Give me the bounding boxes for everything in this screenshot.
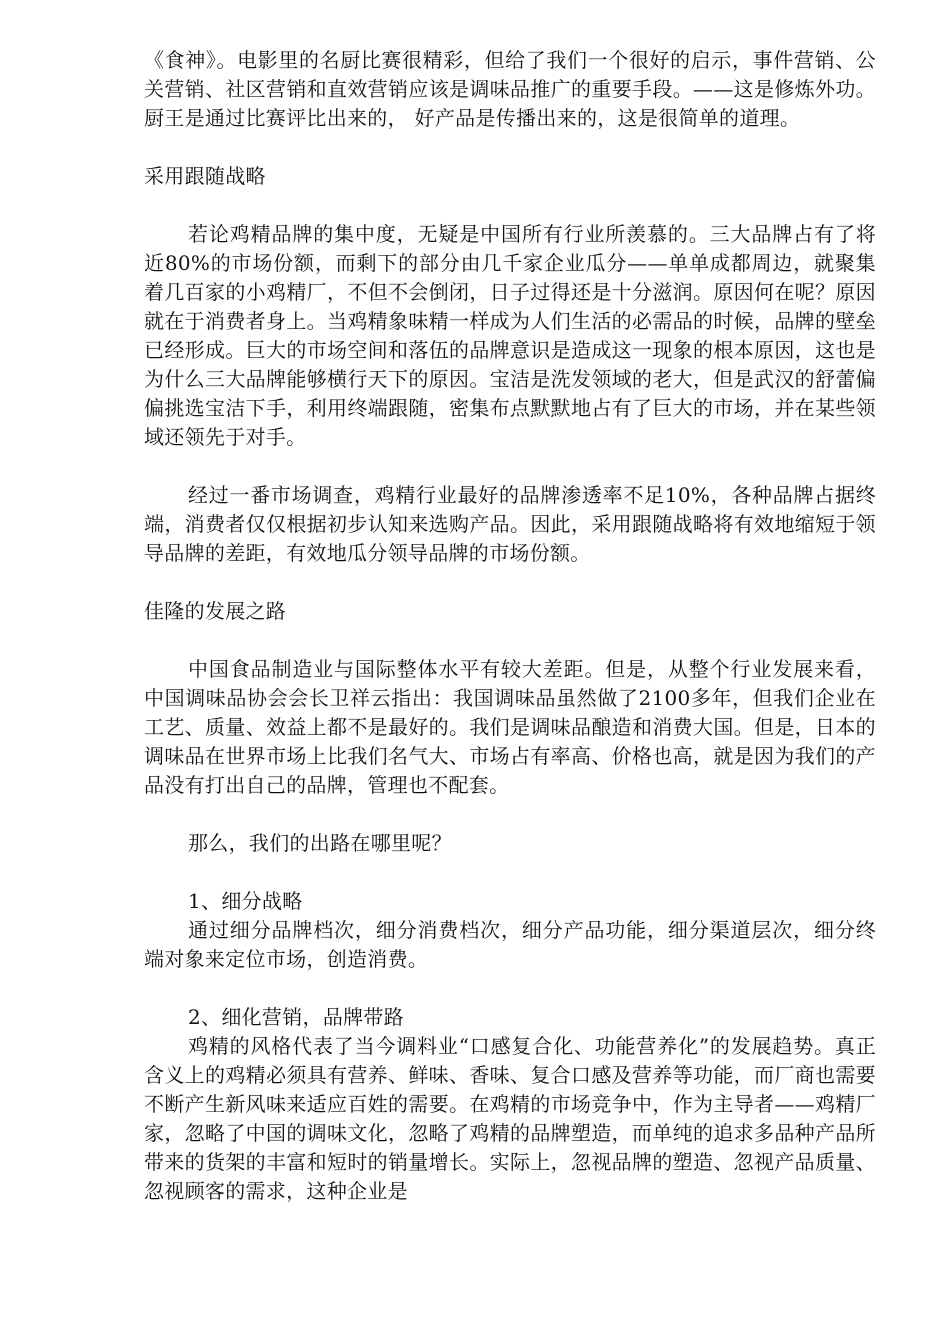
spacer xyxy=(144,974,876,1003)
spacer xyxy=(144,626,876,655)
list-item-body-marketing: 鸡精的风格代表了当今调料业“口感复合化、功能营养化”的发展趋势。真正含义上的鸡精必须具有营养、鲜味、香味、复合口感及营养等功能，而厂商也需要不断产生新风味来适应百姓的需要。在鸡精的市场竞争中，作为主导者——鸡精厂家，忽略了中国的调味文化，忽略了鸡精的品牌塑造，而单纯的追求多品种产品所带来的货架的丰富和短时的销量增长。实际上，忽视品牌的塑造、忽视产品质量、忽视顾客的需求，这种企业是 xyxy=(144,1034,876,1203)
list-item-title-marketing: 2、细化营销，品牌带路 xyxy=(188,1005,405,1029)
spacer xyxy=(144,133,876,162)
spacer xyxy=(144,568,876,597)
paragraph-brand-concentration: 若论鸡精品牌的集中度，无疑是中国所有行业所羡慕的。三大品牌占有了将近80%的市场份额，而剩下的部分由几千家企业瓜分——单单成都周边，就聚集着几百家的小鸡精厂，不但不会倒闭，日子过得还是十分滋润。原因何在呢？原因就在于消费者身上。当鸡精象味精一样成为人们生活的必需品的时候，品牌的壁垒已经形成。巨大的市场空间和落伍的品牌意识是造成这一现象的根本原因，这也是为什么三大品牌能够横行天下的原因。宝洁是洗发领域的老大，但是武汉的舒蕾偏偏挑选宝洁下手，利用终端跟随，密集布点默默地占有了巨大的市场，并在某些领域还领先于对手。 xyxy=(144,222,876,449)
paragraph-market-survey: 经过一番市场调查，鸡精行业最好的品牌渗透率不足10%，各种品牌占据终端，消费者仅仅根据初步认知来选购产品。因此，采用跟随战略将有效地缩短于领导品牌的差距，有效地瓜分领导品牌的市场份额。 xyxy=(144,483,876,565)
spacer xyxy=(144,191,876,220)
paragraph-question: 那么，我们的出路在哪里呢？ xyxy=(188,831,452,855)
list-item-body-segmentation: 通过细分品牌档次，细分消费档次，细分产品功能，细分渠道层次，细分终端对象来定位市场，创造消费。 xyxy=(144,918,876,971)
document-page xyxy=(144,46,876,1206)
paragraph-intro: 《食神》。电影里的名厨比赛很精彩，但给了我们一个很好的启示，事件营销、公关营销、社区营销和直效营销应该是调味品推广的重要手段。——这是修炼外功。厨王是通过比赛评比出来的， 好产品是传播出来的，这是很简单的道理。 xyxy=(144,48,876,130)
spacer xyxy=(144,452,876,481)
list-item-title-segmentation: 1、细分战略 xyxy=(188,889,303,913)
spacer xyxy=(144,858,876,887)
section-heading-follow-strategy: 采用跟随战略 xyxy=(144,164,266,188)
section-heading-jialong-development: 佳隆的发展之路 xyxy=(144,599,287,623)
paragraph-industry-gap: 中国食品制造业与国际整体水平有较大差距。但是，从整个行业发展来看，中国调味品协会会长卫祥云指出：我国调味品虽然做了2100多年，但我们企业在工艺、质量、效益上都不是最好的。我们是调味品酿造和消费大国。但是，日本的调味品在世界市场上比我们名气大、市场占有率高、价格也高，就是因为我们的产品没有打出自己的品牌，管理也不配套。 xyxy=(144,657,876,797)
spacer xyxy=(144,800,876,829)
